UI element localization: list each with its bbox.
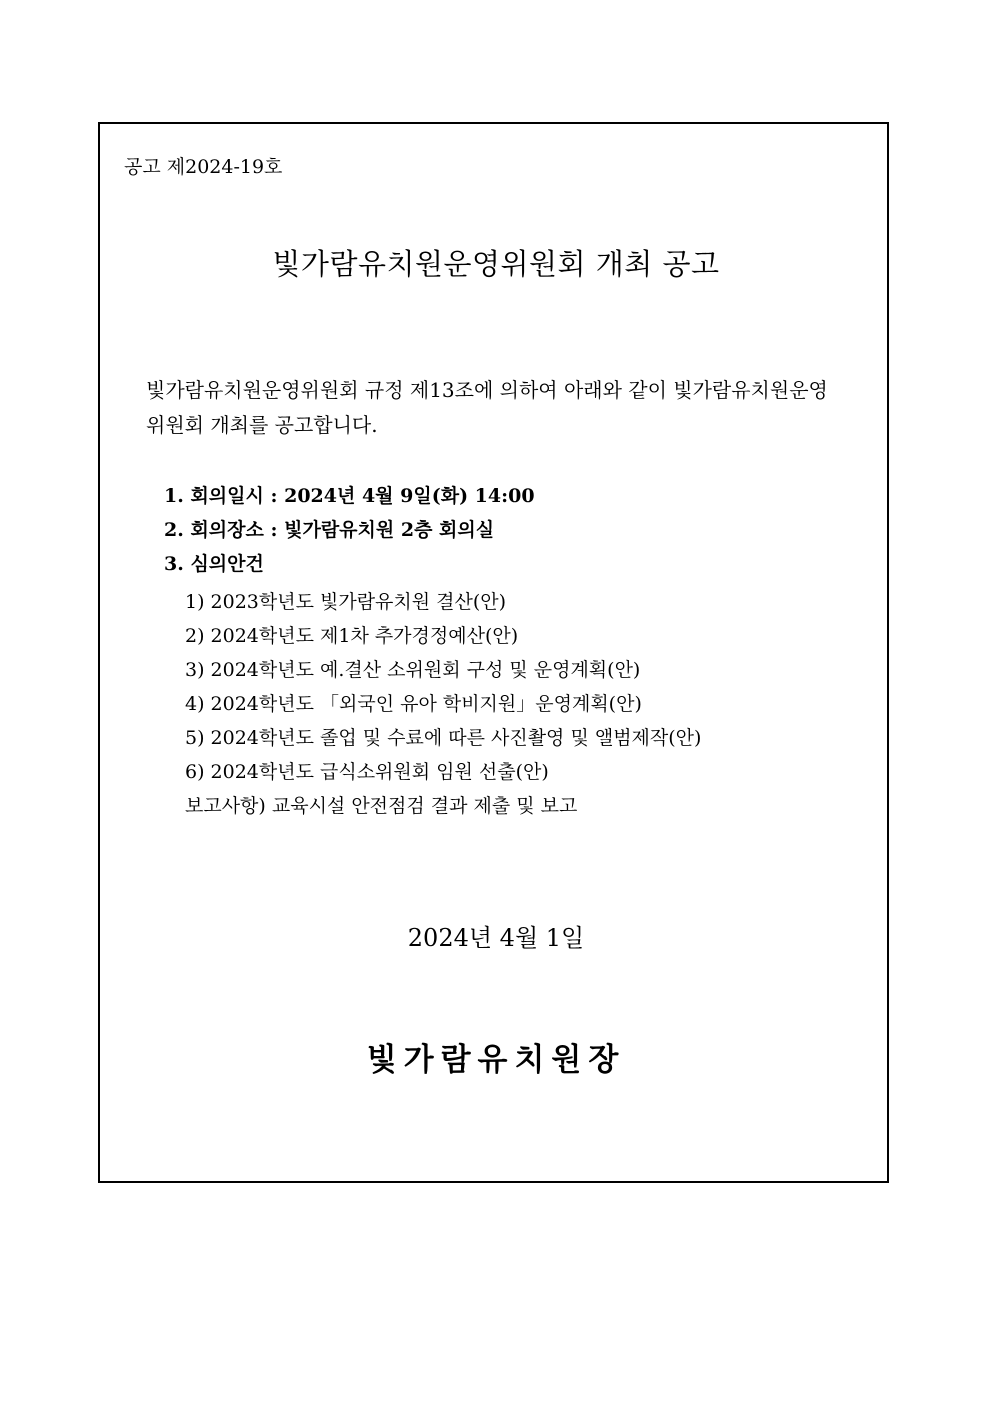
notice-date: 2024년 4월 1일 (407, 924, 585, 952)
agenda-item: 3) 2024학년도 예.결산 소위원회 구성 및 운영계획(안) (185, 659, 641, 681)
agenda-item: 5) 2024학년도 졸업 및 수료에 따른 사진촬영 및 앨범제작(안) (185, 727, 702, 749)
detail-item-datetime: 1. 회의일시 : 2024년 4월 9일(화) 14:00 (164, 485, 535, 507)
intro-line: 위원회 개최를 공고합니다. (146, 413, 378, 437)
agenda-item: 1) 2023학년도 빛가람유치원 결산(안) (185, 591, 507, 613)
agenda-item: 2) 2024학년도 제1차 추가경정예산(안) (185, 625, 519, 647)
meeting-details (164, 479, 535, 581)
agenda-list (185, 585, 701, 823)
intro-paragraph (146, 373, 876, 443)
detail-item-location: 2. 회의장소 : 빛가람유치원 2층 회의실 (164, 519, 495, 541)
report-item: 보고사항) 교육시설 안전점검 결과 제출 및 보고 (185, 795, 578, 817)
issuer-name: 빛가람유치원장 (366, 1042, 626, 1078)
agenda-item: 4) 2024학년도 「외국인 유아 학비지원」운영계획(안) (185, 693, 642, 715)
notice-title: 빛가람유치원운영위원회 개최 공고 (272, 247, 720, 281)
detail-item-agenda-heading: 3. 심의안건 (164, 553, 264, 575)
intro-line: 빛가람유치원운영위원회 규정 제13조에 의하여 아래와 같이 빛가람유치원운영 (146, 378, 828, 402)
agenda-item: 6) 2024학년도 급식소위원회 임원 선출(안) (185, 761, 549, 783)
notice-number: 공고 제2024-19호 (124, 156, 283, 178)
